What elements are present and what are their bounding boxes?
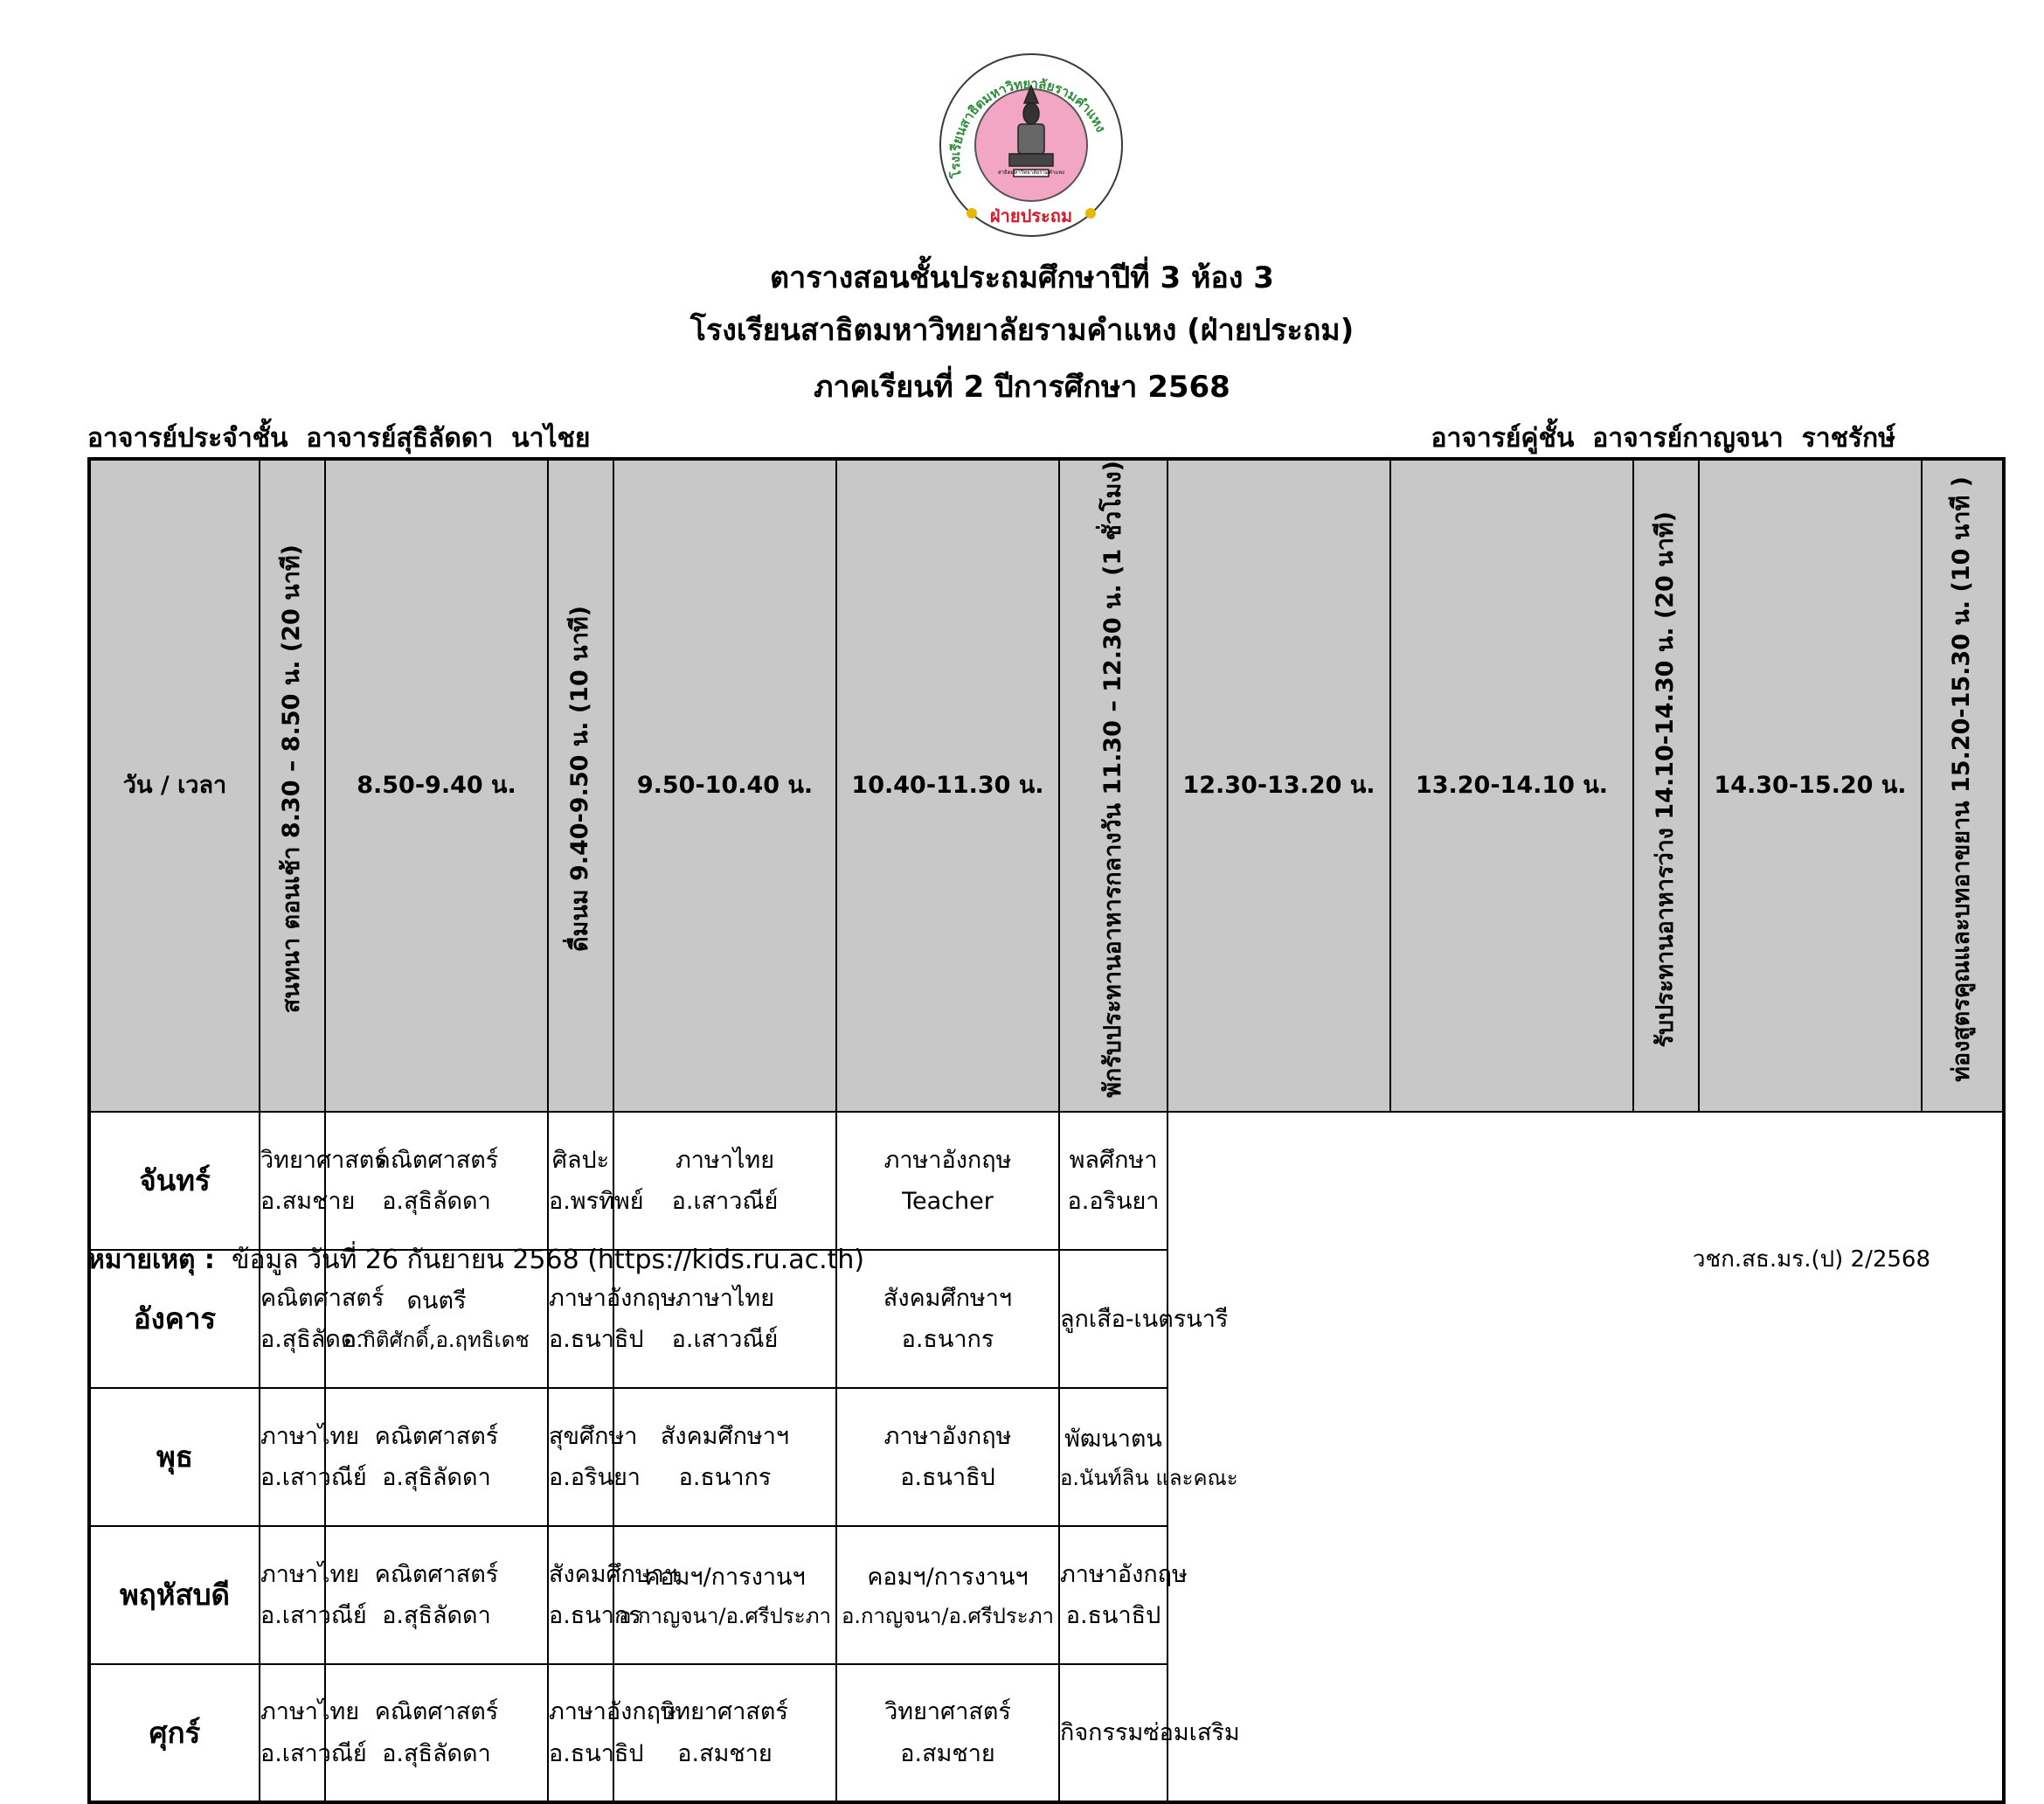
corner-cell: วัน / เวลา	[89, 459, 260, 1112]
footer-note-text: ข้อมูล วันที่ 26 กันยายน 2568 (https://kids.ru.ac.th)	[214, 1245, 865, 1275]
subject-name: คณิตศาสตร์	[374, 1560, 499, 1588]
subject-name: วิทยาศาสตร์	[662, 1698, 788, 1726]
teacher-name: อ.เสาวณีย์	[671, 1326, 779, 1354]
teacher-name: อ.นันท์ลิน และคณะ	[1060, 1465, 1238, 1490]
subject-name: ศิลปะ	[551, 1146, 610, 1174]
teacher-name: อ.เสาวณีย์	[260, 1464, 367, 1492]
teacher-name: อ.กาญจนา/อ.ศรีประภา	[618, 1603, 831, 1628]
subject-name: ภาษาอังกฤษ	[549, 1284, 676, 1312]
class-cell	[613, 1388, 836, 1526]
day-label: ศุกร์	[89, 1664, 260, 1802]
break-lunch-label: พักรับประทานอาหารกลางวัน 11.30 – 12.30 น. (1 ชั่วโมง)	[1098, 461, 1126, 1098]
subject-name: ภาษาไทย	[675, 1284, 775, 1312]
period-header: 9.50-10.40 น.	[613, 459, 836, 1112]
teacher-name: อ.กาญจนา/อ.ศรีประภา	[841, 1603, 1054, 1628]
subject-name: พลศึกษา	[1069, 1146, 1158, 1174]
class-cell	[1059, 1388, 1238, 1526]
subject-name: ภาษาอังกฤษ	[549, 1698, 676, 1726]
teacher-name: อ.ธนาธิป	[549, 1326, 644, 1354]
subject-name: คอมฯ/การงานฯ	[644, 1563, 806, 1591]
teacher-name: อ.เสาวณีย์	[671, 1188, 779, 1216]
break-afternoon-label: รับประทานอาหารว่าง 14.10-14.30 น. (20 นาที)	[1652, 510, 1680, 1048]
break-closing	[1922, 459, 2004, 1112]
teacher-name: อ.สมชาย	[677, 1739, 773, 1767]
teacher-name: อ.สมชาย	[900, 1739, 995, 1767]
subject-name: สังคมศึกษาฯ	[660, 1422, 790, 1450]
subject-name: คณิตศาสตร์	[260, 1284, 385, 1312]
class-cell	[1059, 1664, 1240, 1802]
class-cell	[260, 1664, 367, 1802]
period-header: 13.20-14.10 น.	[1390, 459, 1633, 1112]
teacher-name: อ.กิติศักดิ์,อ.ฤทธิเดช	[343, 1327, 530, 1352]
teacher-name: อ.เสาวณีย์	[260, 1602, 367, 1630]
class-cell	[836, 1526, 1059, 1664]
page-title: ตารางสอนชั้นประถมศึกษาปีที่ 3 ห้อง 3	[770, 260, 1274, 295]
subject-name: วิทยาศาสตร์	[260, 1146, 387, 1174]
class-cell	[836, 1664, 1059, 1802]
class-cell	[1059, 1112, 1168, 1250]
class-cell	[836, 1250, 1059, 1388]
class-cell	[325, 1526, 548, 1664]
teacher-name: Teacher	[902, 1188, 994, 1216]
subject-name: คณิตศาสตร์	[374, 1146, 499, 1174]
subject-name: คอมฯ/การงานฯ	[867, 1563, 1029, 1591]
teacher-name: อ.สมชาย	[260, 1188, 356, 1216]
teacher-name: อ.เสาวณีย์	[260, 1739, 367, 1767]
subject-name: ภาษาอังกฤษ	[883, 1146, 1012, 1174]
svg-text:โรงเรียนสาธิตมหาวิทยาลัยรามคำแ: โรงเรียนสาธิตมหาวิทยาลัยรามคำแหง	[946, 75, 1110, 179]
subject-name: ภาษาอังกฤษ	[883, 1422, 1012, 1450]
class-cell	[548, 1664, 676, 1802]
class-cell	[548, 1526, 678, 1664]
subject-name: สังคมศึกษาฯ	[549, 1560, 678, 1588]
class-cell	[613, 1526, 836, 1664]
teacher-name: อ.ธนากร	[901, 1326, 994, 1354]
break-lunch	[1059, 459, 1168, 1112]
svg-text:สาธิตมหาวิทยาลัยรามคำแหง: สาธิตมหาวิทยาลัยรามคำแหง	[998, 170, 1064, 176]
break-closing-label: ท่องสูตรคูณและบทอาขยาน 15.20-15.30 น. (10 นาที )	[1948, 476, 1976, 1082]
homeroom-teacher: อาจารย์ประจำชั้น อาจารย์สุธิลัดดา นาไชย	[87, 423, 591, 454]
subject-name: ภาษาไทย	[260, 1422, 360, 1450]
timetable	[87, 457, 2006, 1804]
subject-name: คณิตศาสตร์	[374, 1698, 499, 1726]
school-name: โรงเรียนสาธิตมหาวิทยาลัยรามคำแหง (ฝ่ายประถม)	[689, 313, 1355, 348]
class-cell	[836, 1112, 1059, 1250]
subject-name: ลูกเสือ-เนตรนารี	[1060, 1305, 1229, 1333]
subject-name: วิทยาศาสตร์	[884, 1698, 1011, 1726]
teacher-name: อ.ธนากร	[549, 1602, 641, 1630]
term-info: ภาคเรียนที่ 2 ปีการศึกษา 2568	[814, 370, 1230, 405]
day-row	[89, 1664, 2004, 1802]
class-cell	[1059, 1250, 1229, 1388]
teacher-name: อ.อรินยา	[549, 1464, 641, 1492]
class-cell	[613, 1112, 836, 1250]
footer-note	[87, 1239, 864, 1280]
class-cell	[1059, 1526, 1188, 1664]
teacher-name: อ.สุธิลัดดา	[382, 1464, 491, 1492]
class-cell	[548, 1112, 644, 1250]
break-snack-label: ดื่มนม 9.40-9.50 น. (10 นาที)	[566, 606, 594, 953]
class-cell	[325, 1664, 548, 1802]
document-code: วชก.สธ.มร.(ป) 2/2568	[1692, 1246, 1930, 1273]
class-cell	[260, 1112, 387, 1250]
period-header: 14.30-15.20 น.	[1699, 459, 1922, 1112]
class-cell	[613, 1664, 836, 1802]
school-emblem-logo	[926, 51, 1136, 241]
class-cell	[548, 1388, 641, 1526]
teacher-name: อ.ธนาธิป	[1065, 1602, 1161, 1630]
break-morning-label: สนทนา ตอนเช้า 8.30 – 8.50 น. (20 นาที)	[278, 545, 306, 1014]
subject-name: พัฒนาตน	[1064, 1425, 1162, 1453]
svg-text:ฝ่ายประถม: ฝ่ายประถม	[989, 205, 1073, 226]
teacher-name: อ.สุธิลัดดา	[382, 1188, 491, 1216]
subject-name: สุขศึกษา	[549, 1422, 638, 1450]
class-cell	[836, 1388, 1059, 1526]
class-cell	[260, 1388, 367, 1526]
day-label: จันทร์	[89, 1112, 260, 1250]
period-header: 12.30-13.20 น.	[1168, 459, 1390, 1112]
teacher-name: อ.พรทิพย์	[549, 1188, 644, 1216]
day-label: พฤหัสบดี	[89, 1526, 260, 1664]
subject-name: สังคมศึกษาฯ	[883, 1284, 1013, 1312]
day-row	[89, 1388, 2004, 1526]
footer-note-label: หมายเหตุ :	[87, 1245, 215, 1275]
teacher-name: อ.สุธิลัดดา	[260, 1326, 370, 1354]
subject-name: กิจกรรมซ่อมเสริม	[1060, 1719, 1240, 1747]
teacher-name: อ.อรินยา	[1067, 1188, 1160, 1216]
teacher-name: อ.ธนากร	[678, 1464, 772, 1492]
subject-name: ภาษาไทย	[260, 1560, 360, 1588]
day-row	[89, 1526, 2004, 1664]
day-row	[89, 1112, 2004, 1250]
period-header: 8.50-9.40 น.	[325, 459, 548, 1112]
period-header: 10.40-11.30 น.	[836, 459, 1059, 1112]
co-teacher: อาจารย์คู่ชั้น อาจารย์กาญจนา ราชรักษ์	[1431, 423, 1895, 454]
break-afternoon	[1633, 459, 1699, 1112]
day-label: อังคาร	[89, 1250, 260, 1388]
teacher-name: อ.สุธิลัดดา	[382, 1739, 491, 1767]
class-cell	[325, 1112, 548, 1250]
day-label: พุธ	[89, 1388, 260, 1526]
break-morning	[260, 459, 325, 1112]
break-snack	[548, 459, 613, 1112]
teacher-name: อ.ธนาธิป	[900, 1464, 995, 1492]
subject-name: ภาษาไทย	[675, 1146, 775, 1174]
teacher-name: อ.สุธิลัดดา	[382, 1602, 491, 1630]
subject-name: คณิตศาสตร์	[374, 1422, 499, 1450]
class-cell	[260, 1526, 367, 1664]
subject-name: ดนตรี	[406, 1287, 467, 1315]
class-cell	[325, 1388, 548, 1526]
header-row	[89, 459, 2004, 1112]
subject-name: ภาษาอังกฤษ	[1060, 1560, 1188, 1588]
teacher-name: อ.ธนาธิป	[549, 1739, 644, 1767]
subject-name: ภาษาไทย	[260, 1698, 360, 1726]
